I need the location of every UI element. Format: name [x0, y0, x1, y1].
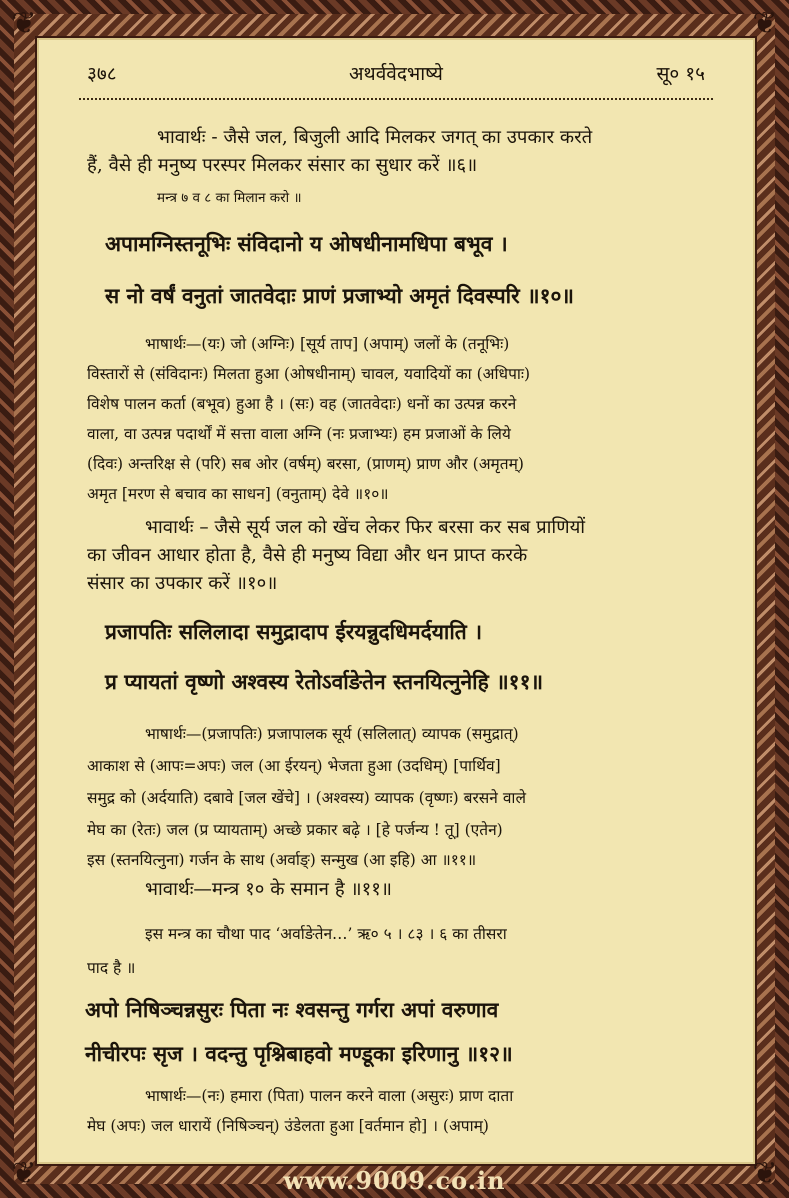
mantra-line: स नो वर्षं वनुतां जातवेदाः प्राणं प्रजाभ्यो अमृतं दिवस्परि ॥१०॥ [105, 283, 574, 308]
ornament-icon: ❦ [752, 1156, 778, 1191]
book-page [35, 36, 757, 1166]
header-divider [79, 98, 713, 100]
text-line: मेघ का (रेतः) जल (प्र प्यायताम्) अच्छे प्रकार बढ़े । [हे पर्जन्य ! तू] (एतेन) [87, 821, 503, 839]
book-title: अथर्ववेदभाष्ये [349, 63, 443, 85]
text-line: (दिवः) अन्तरिक्ष से (परि) सब ओर (वर्षम्) बरसा, (प्राणम्) प्राण और (अमृतम्) [87, 455, 524, 473]
sukta-number: सू० १५ [656, 63, 705, 85]
ornament-icon: ❦ [752, 6, 778, 41]
mantra-line: प्र प्यायतां वृष्णो अश्वस्य रेतोऽर्वाङेतेन स्तनयित्नुनेहि ॥११॥ [105, 669, 544, 694]
ornament-icon: ❦ [11, 1156, 37, 1191]
text-line: भाषार्थः—(यः) जो (अग्निः) [सूर्य ताप] (अपाम्) जलों के (तनूभिः) [145, 335, 510, 353]
mantra-line: प्रजापतिः सलिलादा समुद्रादाप ईरयन्नुदधिमर्दयाति । [105, 619, 483, 644]
text-line: हैं, वैसे ही मनुष्य परस्पर मिलकर संसार का सुधार करें ॥६॥ [87, 155, 478, 176]
text-line: भावार्थः—मन्त्र १० के समान है ॥११॥ [145, 879, 392, 900]
text-line: इस मन्त्र का चौथा पाद ‘अर्वाङेतेन…’ ऋ० ५ । ८३ । ६ का तीसरा [145, 925, 507, 943]
text-line: समुद्र को (अर्दयाति) दबावे [जल खेंचे] । (अश्वस्य) व्यापक (वृष्णः) बरसने वाले [87, 789, 526, 807]
text-line: विशेष पालन कर्ता (बभूव) हुआ है । (सः) वह (जातवेदाः) धनों का उत्पन्न करने [87, 395, 517, 413]
text-line: विस्तारों से (संविदानः) मिलता हुआ (ओषधीनाम्) चावल, यवादियों का (अधिपाः) [87, 365, 531, 383]
page-number: ३७८ [87, 63, 117, 85]
ornament-icon: ❦ [11, 6, 37, 41]
text-line: भाषार्थः—(नः) हमारा (पिता) पालन करने वाला (असुरः) प्राण दाता [145, 1087, 514, 1105]
mantra-line: अपो निषिञ्चन्नसुरः पिता नः श्वसन्तु गर्गरा अपां वरुणाव [85, 997, 499, 1022]
text-line: आकाश से (आपः=अपः) जल (आ ईरयन्) भेजता हुआ (उदधिम्) [पार्थिव] [87, 757, 501, 775]
site-watermark: www.9009.co.in [283, 1166, 506, 1195]
text-line: पाद है ॥ [87, 959, 136, 977]
text-line: भाषार्थः—(प्रजापतिः) प्रजापालक सूर्य (सलिलात्) व्यापक (समुद्रात्) [145, 725, 519, 743]
text-line: भावार्थः - जैसे जल, बिजुली आदि मिलकर जगत् का उपकार करते [157, 127, 593, 148]
text-line: इस (स्तनयित्नुना) गर्जन के साथ (अर्वाङ्) सन्मुख (आ इहि) आ ॥११॥ [87, 851, 477, 869]
text-line: का जीवन आधार होता है, वैसे ही मनुष्य विद्या और धन प्राप्त करके [87, 545, 528, 566]
page-header [77, 60, 715, 90]
mantra-line: नीचीरपः सृज । वदन्तु पृश्निबाहवो मण्डूका इरिणानु ॥१२॥ [85, 1041, 513, 1066]
mantra-line: अपामग्निस्तनूभिः संविदानो य ओषधीनामधिपा बभूव । [105, 231, 508, 256]
text-line: मेघ (अपः) जल धारायें (निषिञ्चन्) उंडेलता हुआ [वर्तमान हो] । (अपाम्) [87, 1117, 489, 1135]
text-line: वाला, वा उत्पन्न पदार्थों में सत्ता वाला अग्नि (नः प्रजाभ्यः) हम प्रजाओं के लिये [87, 425, 511, 443]
text-line: भावार्थः – जैसे सूर्य जल को खेंच लेकर फिर बरसा कर सब प्राणियों [145, 517, 586, 538]
text-line: संसार का उपकार करें ॥१०॥ [87, 573, 278, 594]
text-line: अमृत [मरण से बचाव का साधन] (वनुताम्) देवे ॥१०॥ [87, 485, 389, 503]
text-line: मन्त्र ७ व ८ का मिलान करो ॥ [157, 190, 302, 206]
